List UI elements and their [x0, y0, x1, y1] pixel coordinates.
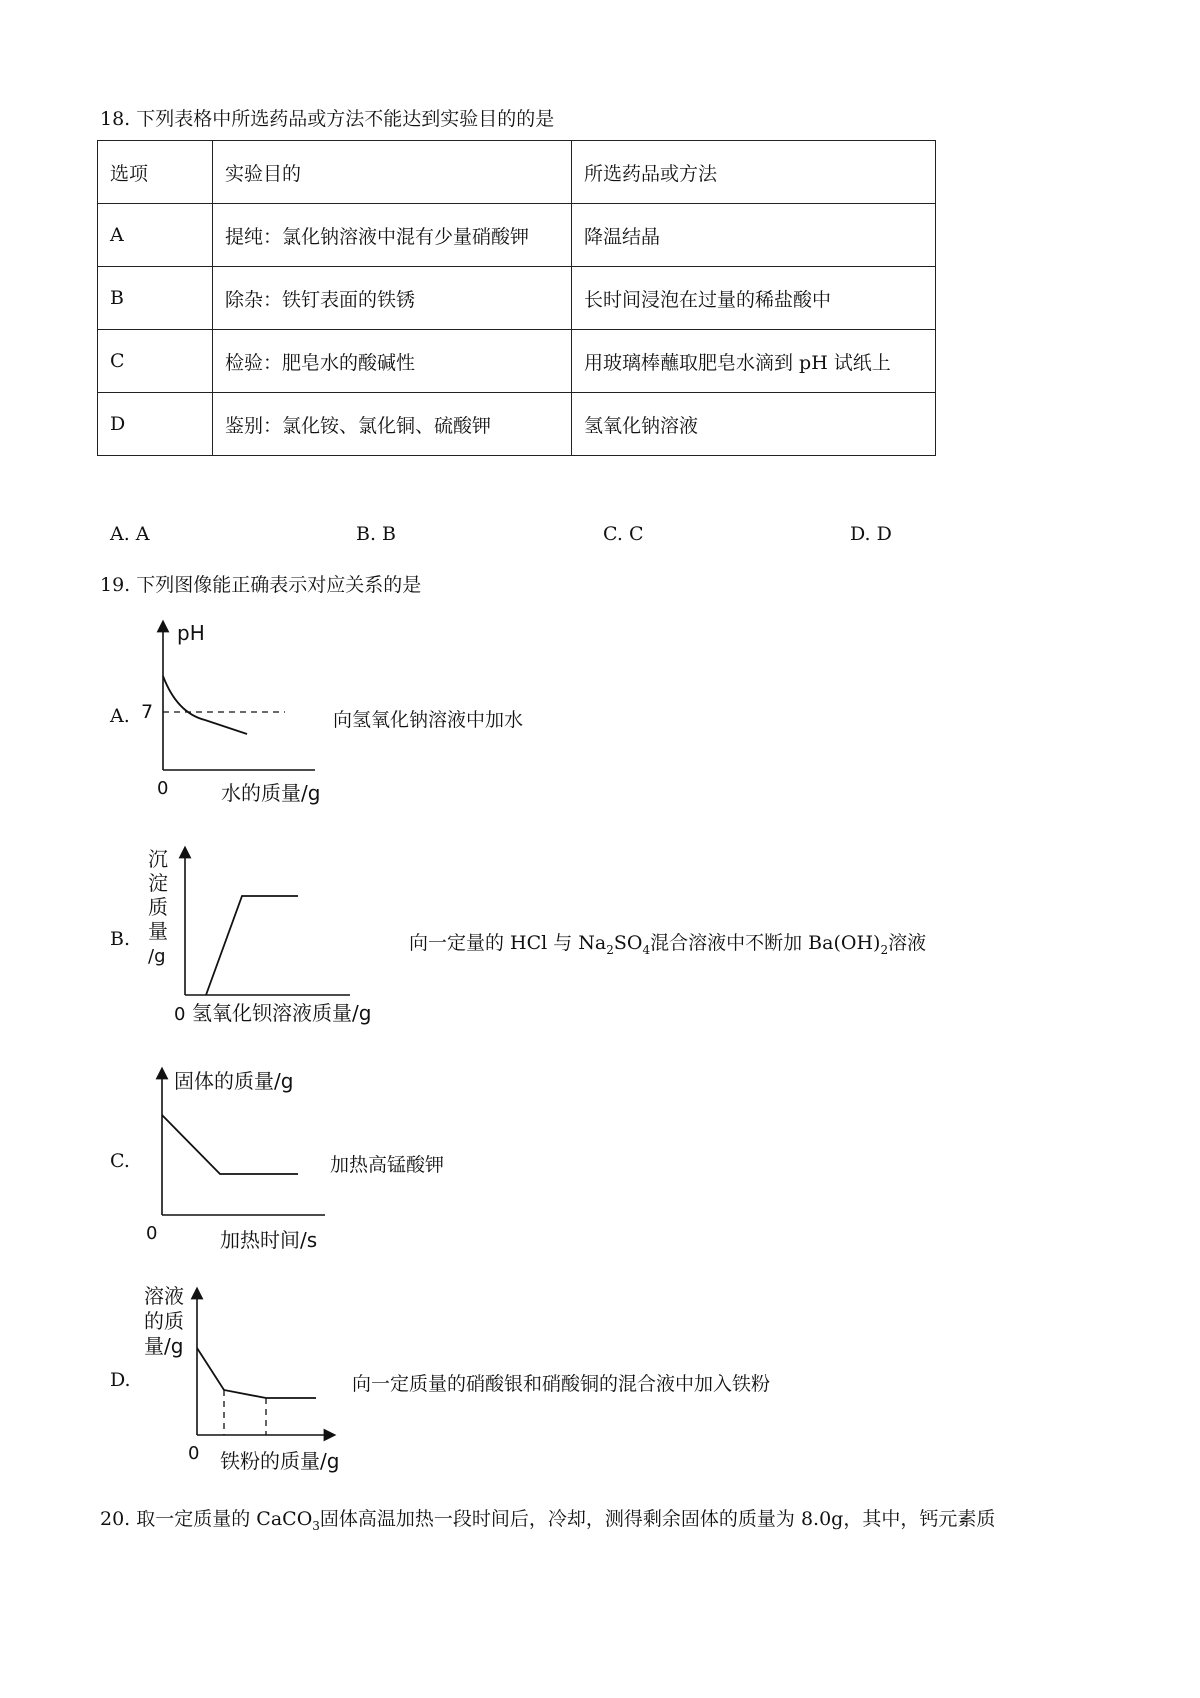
y-axis-label: pH — [177, 621, 205, 645]
table-cell: C — [98, 330, 213, 393]
desc-text: 混合溶液中不断加 Ba(OH) — [650, 932, 881, 954]
y-axis-label-line: 量 — [148, 919, 168, 943]
option-c[interactable]: C. C — [603, 523, 644, 545]
option-a[interactable]: A. A — [110, 523, 150, 545]
ref-7-label: 7 — [141, 701, 154, 723]
y-axis-label-line: 的质 — [144, 1309, 184, 1333]
option-c-label[interactable]: C. — [110, 1150, 130, 1172]
curve — [163, 676, 247, 734]
table-cell: 长时间浸泡在过量的稀盐酸中 — [572, 267, 936, 330]
y-axis-label-line: 质 — [148, 895, 168, 919]
table-row — [98, 204, 936, 267]
graph-a — [135, 618, 345, 808]
y-axis-label: 固体的质量/g — [174, 1069, 294, 1093]
table-cell: A — [98, 204, 213, 267]
origin-label: 0 — [174, 1004, 186, 1025]
subscript: 3 — [312, 1518, 320, 1533]
option-d[interactable]: D. D — [850, 523, 892, 545]
y-axis-label-line: /g — [148, 946, 166, 967]
desc-text: 溶液 — [888, 932, 927, 954]
table-row — [98, 267, 936, 330]
y-axis-label-line: 溶液 — [144, 1284, 184, 1308]
table-cell: 除杂：铁钉表面的铁锈 — [213, 267, 572, 330]
table-cell: B — [98, 267, 213, 330]
x-axis-label: 氢氧化钡溶液质量/g — [192, 1001, 372, 1025]
table-cell: 用玻璃棒蘸取肥皂水滴到 pH 试纸上 — [572, 330, 936, 393]
header-cell: 选项 — [98, 141, 213, 204]
desc-text: 向一定量的 HCl 与 Na — [409, 932, 607, 954]
q20-stem — [100, 1504, 995, 1533]
curve — [206, 896, 298, 995]
table-cell: 氢氧化钠溶液 — [572, 393, 936, 456]
header-cell: 实验目的 — [213, 141, 572, 204]
subscript: 2 — [606, 942, 614, 957]
y-axis-label-line: 淀 — [148, 871, 168, 895]
option-b-desc — [409, 928, 926, 957]
graph-c — [140, 1065, 350, 1255]
header-cell: 所选药品或方法 — [572, 141, 936, 204]
option-b-label[interactable]: B. — [110, 928, 131, 950]
q18-table — [97, 140, 936, 456]
q18-stem: 18. 下列表格中所选药品或方法不能达到实验目的的是 — [100, 108, 555, 130]
option-c-desc: 加热高锰酸钾 — [330, 1154, 445, 1176]
table-cell: 检验：肥皂水的酸碱性 — [213, 330, 572, 393]
table-cell: 提纯：氯化钠溶液中混有少量硝酸钾 — [213, 204, 572, 267]
x-axis-label: 水的质量/g — [221, 781, 321, 805]
graph-b — [140, 838, 390, 1033]
table-cell: D — [98, 393, 213, 456]
table-row — [98, 330, 936, 393]
q20-text: 20. 取一定质量的 CaCO — [100, 1508, 313, 1530]
table-cell: 降温结晶 — [572, 204, 936, 267]
option-b[interactable]: B. B — [356, 523, 397, 545]
option-a-desc: 向氢氧化钠溶液中加水 — [333, 709, 524, 731]
table-header-row — [98, 141, 936, 204]
subscript: 4 — [642, 942, 651, 957]
option-d-desc: 向一定质量的硝酸银和硝酸铜的混合液中加入铁粉 — [352, 1373, 771, 1395]
y-axis-label-line: 沉 — [148, 847, 168, 871]
subscript: 2 — [880, 942, 889, 957]
q19-stem: 19. 下列图像能正确表示对应关系的是 — [100, 574, 422, 596]
origin-label: 0 — [146, 1223, 158, 1244]
curve — [162, 1115, 298, 1174]
table-cell: 鉴别：氯化铵、氯化铜、硫酸钾 — [213, 393, 572, 456]
curve — [197, 1348, 316, 1398]
table-row — [98, 393, 936, 456]
origin-label: 0 — [157, 778, 169, 799]
desc-text: SO — [613, 932, 643, 954]
option-d-label[interactable]: D. — [110, 1369, 131, 1391]
q20-text: 固体高温加热一段时间后，冷却，测得剩余固体的质量为 8.0g，其中，钙元素质 — [319, 1508, 996, 1530]
x-axis-label: 加热时间/s — [220, 1228, 318, 1252]
y-axis-label-line: 量/g — [144, 1334, 184, 1358]
option-a-label[interactable]: A. — [110, 705, 130, 727]
graph-d — [140, 1283, 360, 1478]
x-axis-label: 铁粉的质量/g — [220, 1449, 340, 1473]
origin-label: 0 — [188, 1443, 200, 1464]
